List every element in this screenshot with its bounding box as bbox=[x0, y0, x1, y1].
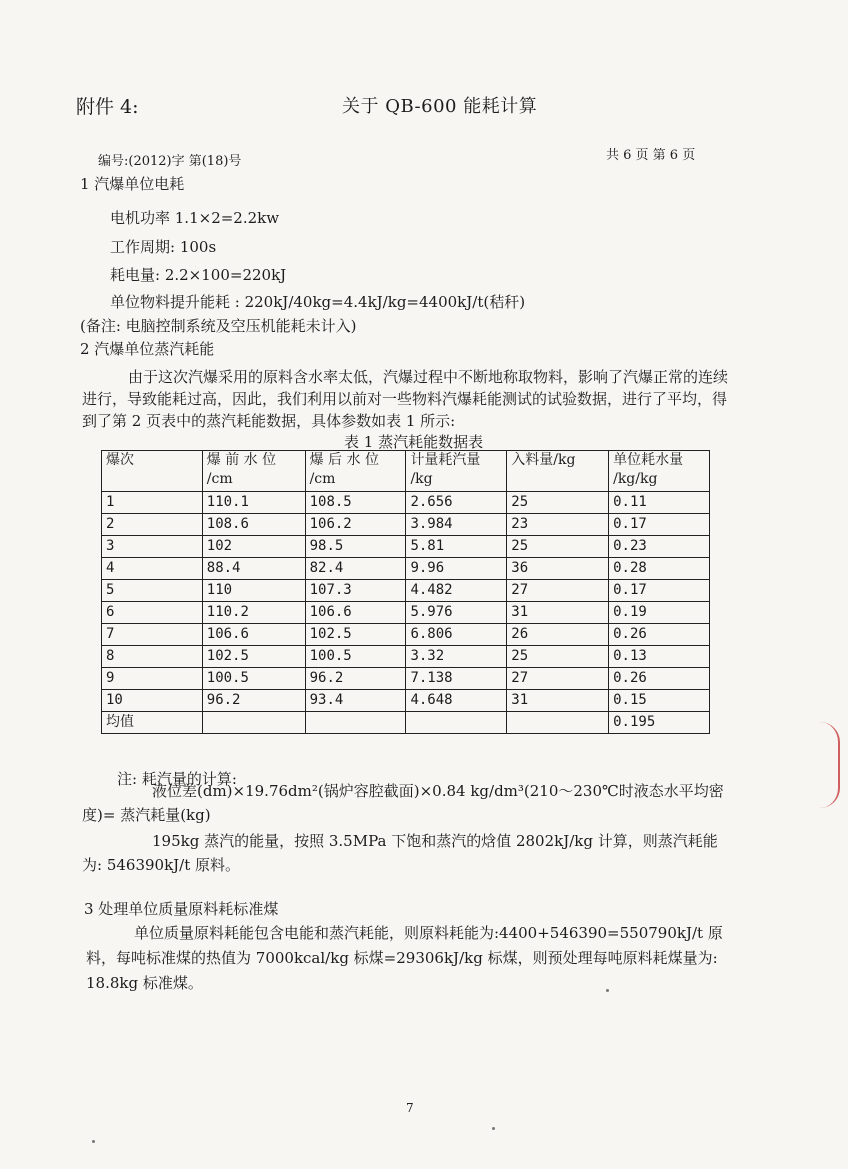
table-cell: 9.96 bbox=[406, 558, 507, 580]
motor-power-line: 电机功率 1.1×2=2.2kw bbox=[110, 209, 280, 227]
steam-energy-note: 195kg 蒸汽的能量，按照 3.5MPa 下饱和蒸汽的焓值 2802kJ/kg 计算，则蒸汽耗能为: 546390kJ/t 原料。 bbox=[82, 832, 718, 874]
table-cell: 108.6 bbox=[202, 514, 305, 536]
table-cell: 27 bbox=[507, 668, 609, 690]
table-cell: 93.4 bbox=[305, 690, 406, 712]
table-cell: 36 bbox=[507, 558, 609, 580]
section1-remark: (备注: 电脑控制系统及空压机能耗未计入) bbox=[80, 317, 357, 335]
table-cell: 7.138 bbox=[406, 668, 507, 690]
table-cell: 3.984 bbox=[406, 514, 507, 536]
table-cell bbox=[406, 712, 507, 734]
document-title: 关于 QB-600 能耗计算 bbox=[342, 96, 538, 117]
unit-energy-line: 单位物料提升能耗 : 220kJ/40kg=4.4kJ/kg=4400kJ/t(秸秆) bbox=[110, 293, 526, 311]
table-cell: 2.656 bbox=[406, 492, 507, 514]
table-cell: 2 bbox=[102, 514, 203, 536]
table-cell bbox=[202, 712, 305, 734]
power-consumption-line: 耗电量: 2.2×100=220kJ bbox=[110, 266, 287, 284]
table-cell: 0.15 bbox=[609, 690, 710, 712]
table-cell: 100.5 bbox=[305, 646, 406, 668]
table-cell: 108.5 bbox=[305, 492, 406, 514]
table-row bbox=[102, 536, 710, 558]
section1-heading: 1 汽爆单位电耗 bbox=[80, 175, 185, 193]
steam-formula: 液位差(dm)×19.76dm²(锅炉容腔截面)×0.84 kg/dm³(210～230℃时液态水平均密度)= 蒸汽耗量(kg) bbox=[82, 782, 724, 824]
table-cell: 8 bbox=[102, 646, 203, 668]
table-cell: 23 bbox=[507, 514, 609, 536]
table-row bbox=[102, 646, 710, 668]
table-cell: 102.5 bbox=[305, 624, 406, 646]
section3-heading: 3 处理单位质量原料耗标准煤 bbox=[84, 900, 279, 918]
table-cell: 5 bbox=[102, 580, 203, 602]
table-cell: 0.13 bbox=[609, 646, 710, 668]
table-cell: 4.482 bbox=[406, 580, 507, 602]
page-info: 共 6 页 第 6 页 bbox=[606, 148, 696, 163]
table-row bbox=[102, 668, 710, 690]
header-cell: 爆 后 水 位 /cm bbox=[305, 451, 406, 492]
table-row bbox=[102, 514, 710, 536]
table-cell: 3.32 bbox=[406, 646, 507, 668]
table-cell: 10 bbox=[102, 690, 203, 712]
table-cell: 0.195 bbox=[609, 712, 710, 734]
header-cell: 单位耗水量 /kg/kg bbox=[609, 451, 710, 492]
table-cell: 100.5 bbox=[202, 668, 305, 690]
table-cell: 107.3 bbox=[305, 580, 406, 602]
table-cell: 25 bbox=[507, 492, 609, 514]
table-cell: 0.11 bbox=[609, 492, 710, 514]
table-cell: 5.976 bbox=[406, 602, 507, 624]
scan-speck bbox=[606, 989, 609, 992]
section2-heading: 2 汽爆单位蒸汽耗能 bbox=[80, 340, 215, 358]
table-cell: 31 bbox=[507, 602, 609, 624]
table-cell: 6.806 bbox=[406, 624, 507, 646]
red-pen-mark bbox=[820, 722, 840, 808]
table-cell: 4 bbox=[102, 558, 203, 580]
table-cell: 110.1 bbox=[202, 492, 305, 514]
table-header-row bbox=[102, 451, 710, 492]
table-row bbox=[102, 690, 710, 712]
attachment-label: 附件 4: bbox=[76, 96, 139, 118]
table-cell: 106.6 bbox=[305, 602, 406, 624]
table-cell: 96.2 bbox=[305, 668, 406, 690]
header-cell: 爆 前 水 位 /cm bbox=[202, 451, 305, 492]
table-cell: 6 bbox=[102, 602, 203, 624]
table-cell: 110 bbox=[202, 580, 305, 602]
header-cell: 计量耗汽量 /kg bbox=[406, 451, 507, 492]
table-cell: 26 bbox=[507, 624, 609, 646]
table-cell: 102 bbox=[202, 536, 305, 558]
table-row bbox=[102, 602, 710, 624]
table-cell: 0.26 bbox=[609, 624, 710, 646]
table-cell: 0.19 bbox=[609, 602, 710, 624]
table-cell: 0.17 bbox=[609, 514, 710, 536]
table-cell: 0.26 bbox=[609, 668, 710, 690]
table-cell: 96.2 bbox=[202, 690, 305, 712]
table-cell: 9 bbox=[102, 668, 203, 690]
table-cell: 3 bbox=[102, 536, 203, 558]
table-cell: 106.2 bbox=[305, 514, 406, 536]
steam-energy-table bbox=[101, 450, 710, 734]
table-cell: 31 bbox=[507, 690, 609, 712]
table-cell: 0.17 bbox=[609, 580, 710, 602]
table-cell: 5.81 bbox=[406, 536, 507, 558]
table-cell: 110.2 bbox=[202, 602, 305, 624]
header-cell: 入料量/kg bbox=[507, 451, 609, 492]
table-cell: 82.4 bbox=[305, 558, 406, 580]
table-cell: 4.648 bbox=[406, 690, 507, 712]
header-cell: 爆次 bbox=[102, 451, 203, 492]
scan-speck bbox=[492, 1127, 495, 1130]
table-cell: 88.4 bbox=[202, 558, 305, 580]
table-cell: 27 bbox=[507, 580, 609, 602]
table-cell: 25 bbox=[507, 536, 609, 558]
table-row bbox=[102, 492, 710, 514]
document-number: 编号:(2012)字 第(18)号 bbox=[98, 154, 242, 169]
table-row bbox=[102, 712, 710, 734]
notes-heading: 注: 耗汽量的计算: bbox=[117, 770, 237, 788]
table-cell: 均值 bbox=[102, 712, 203, 734]
work-cycle-line: 工作周期: 100s bbox=[110, 238, 217, 256]
table-cell: 106.6 bbox=[202, 624, 305, 646]
table-caption: 表 1 蒸汽耗能数据表 bbox=[344, 433, 484, 451]
table-cell: 1 bbox=[102, 492, 203, 514]
table-cell: 102.5 bbox=[202, 646, 305, 668]
table-cell: 25 bbox=[507, 646, 609, 668]
table-cell bbox=[305, 712, 406, 734]
section2-paragraph: 由于这次汽爆采用的原料含水率太低，汽爆过程中不断地称取物料，影响了汽爆正常的连续进行，导致能耗过高，因此，我们利用以前对一些物料汽爆耗能测试的试验数据，进行了平均，得到了第 2 页表中的蒸汽耗能数据，具体参数如表 1 所示: bbox=[82, 368, 729, 430]
table-row bbox=[102, 624, 710, 646]
scan-speck bbox=[92, 1140, 95, 1143]
section3-paragraph: 单位质量原料耗能包含电能和蒸汽耗能，则原料耗能为:4400+546390=550790kJ/t 原料，每吨标准煤的热值为 7000kcal/kg 标煤=29306kJ/kg 标煤，则预处理每吨原料耗煤量为: 18.8kg 标准煤。 bbox=[86, 924, 723, 992]
table-cell bbox=[507, 712, 609, 734]
table-row bbox=[102, 580, 710, 602]
table-row bbox=[102, 558, 710, 580]
table-cell: 0.28 bbox=[609, 558, 710, 580]
table-cell: 0.23 bbox=[609, 536, 710, 558]
page-number: 7 bbox=[406, 1101, 414, 1115]
table-cell: 98.5 bbox=[305, 536, 406, 558]
table-cell: 7 bbox=[102, 624, 203, 646]
